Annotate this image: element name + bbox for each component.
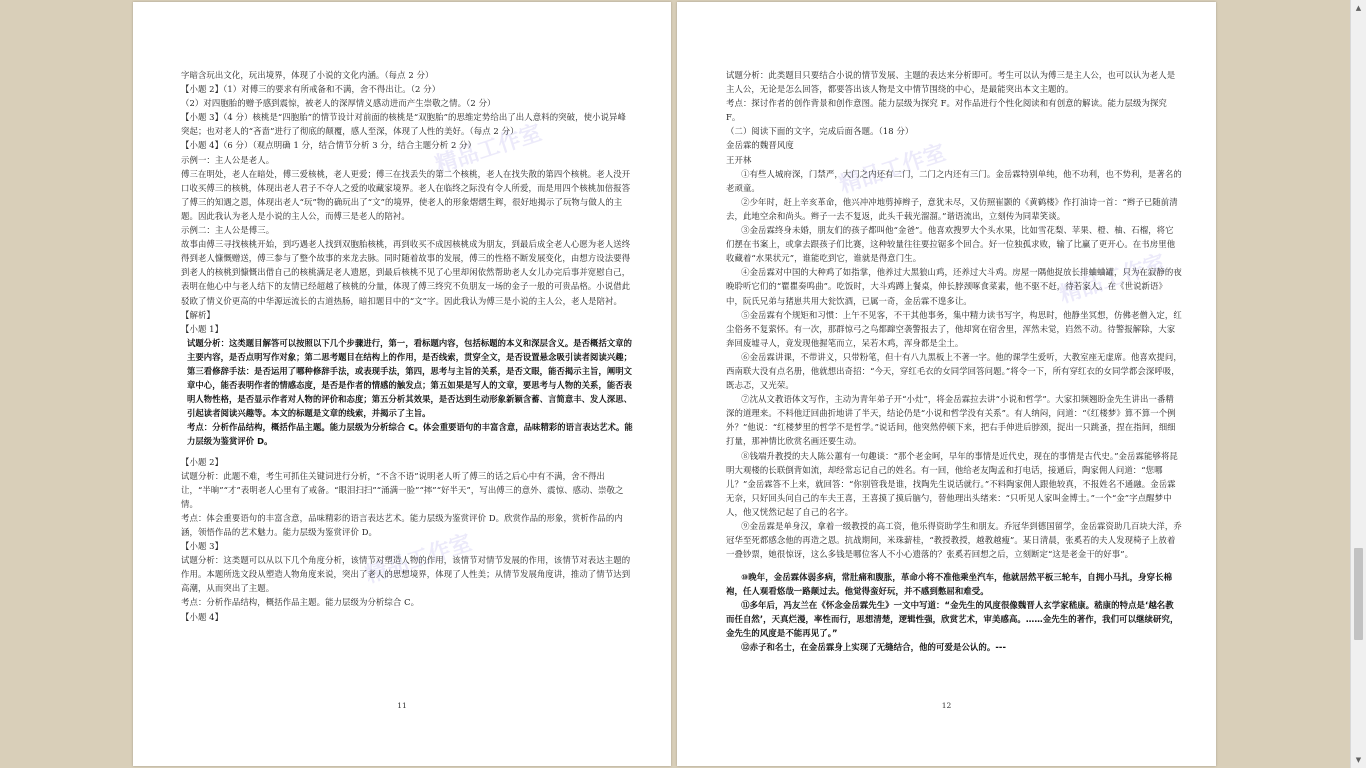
text-line: 傅三在明处，老人在暗处，傅三爱核桃，老人更爱；傅三在找丢失的第二个核桃，老人在找失散的第四个核桃。老人没开口收买傅三的核桃，体现出老人君子不夺人之爱的收藏家境界。老人在临终之际没有令人所爱，而是用四个核桃加倍报答了傅三的知遇之恩，体现出老人“玩”物的确玩出了“文”的境界，使老人的形象熠熠生辉，很好地揭示了玩物与做人的主题。因此我认为老人是小说的主人公，而傅三是老人的陪衬。 xyxy=(181,168,631,221)
text-line: 【小题 2】（1）对傅三的要求有所戒备和不满，舍不得出让。（2 分） xyxy=(181,84,441,95)
text-line: 【解析】 xyxy=(181,309,215,320)
text-line: （2）对四胞胎的赠予感到震惊，被老人的深厚情义感动进而产生崇敬之情。（2 分） xyxy=(181,98,496,109)
text-line: 试题分析：这类题目解答可以按照以下几个步骤进行，第一，看标题内容，包括标题的本义和深层含义。是否概括文章的主要内容，是否点明写作对象；第二思考题目在结构上的作用，是否线索，贯穿全文，是否设置悬念吸引读者阅读兴趣；第三看修辞手法：是否运用了哪种修辞手法，或表现手法，第四，思考与主旨的关系，是否文眼，能否揭示主旨，阐明文章中心，能否表明作者的情感态度，是否是作者的情感的触发点；第五如果是写人的文章，要思考与人物的关系，能否表明人物性格，是否显示作者对人物的评价和态度；第五分析其效果，是否达到生动形象新颖含蓄、言简意丰、发人深思、引起读者阅读兴趣等。本文的标题是文章的线索，并揭示了主旨。 xyxy=(187,337,633,419)
text-line: 故事由傅三寻找核桃开始，到巧遇老人找到双胞胎核桃，再到收买不成因核桃成为朋友，到最后成全老人心愿为老人送终得到老人慷慨赠送，傅三参与了整个故事的来龙去脉。同时随着故事的发展，傅三的性格不断发展变化，由想方设法要得到老人的核桃到慷慨出借自己的核桃满足老人遗愿，到最后核桃不见了心里却闲依然帮助老人女儿办完后事并宽慰自己，表明在他心中与老人结下的友情已经超越了核桃的分量，体现了傅三终究不负朋友一场的金子一般的可贵品格。小说借此驳欧了情义价更高的中华源远流长的古道热肠，暗扣题目中的“文”字。因此我认为傅三是小说的主人公，老人是陪衬。 xyxy=(181,239,631,306)
text-line: 试题分析：此类题目只要结合小说的情节发展、主题的表达来分析即可。考生可以认为傅三是主人公，也可以认为老人是主人公，无论是怎么回答，都要答出该人物是文中情节围绕的中心，是最能突出本文主题的。 xyxy=(726,70,1176,95)
article-title: 金岳霖的魏晋风度 xyxy=(726,140,794,151)
text-line: 【小题 3】 xyxy=(181,541,224,552)
page-number: 11 xyxy=(397,701,407,710)
article-paragraph: ①有些人城府深，门禁严，大门之内还有二门，二门之内还有三门。金岳霖特别单纯，他不功利，也不势利，是著名的老顽童。 xyxy=(726,168,1182,193)
article-paragraph: ③金岳霖终身未婚，朋友们的孩子都叫他“金爸”。他喜欢搜罗大个头水果，比如雪花梨、苹果、橙、柚、石榴，将它们摆在书案上，或拿去跟孩子们比赛，这种较量往往要拉锯多个回合。好一位独孤求败，输了比赢了更开心。在书房里他收藏着“水果状元”，谁能吃到它，谁就是得意门生。 xyxy=(726,225,1176,264)
text-line: 考点：分析作品结构，概括作品主题。能力层级为分析综合 C。 xyxy=(181,597,420,608)
article-author: 王开林 xyxy=(726,154,752,165)
text-line: 考点：体会重要语句的丰富含意，品味精彩的语言表达艺术。能力层级为鉴赏评价 D。欣赏作品的形象，赏析作品的内涵，领悟作品的艺术魅力。能力层级为鉴赏评价 D。 xyxy=(181,512,623,537)
text-line: （二）阅读下面的文字，完成后面各题。（18 分） xyxy=(726,126,914,137)
watermark: 精品工作室 xyxy=(362,530,475,589)
page-number: 12 xyxy=(941,701,952,710)
scroll-up-icon[interactable]: ▲ xyxy=(1355,4,1362,12)
article-paragraph: ②少年时，赶上辛亥革命，他兴冲冲地剪掉辫子，意犹未尽，又仿照崔颢的《黄鹤楼》作打油诗一首：“辫子已随前清去，此地空余和尚头。辫子一去不复返，此头千载光溜溜。”谐语流出，立刻传为同辈笑谈。 xyxy=(726,196,1178,221)
scroll-thumb[interactable] xyxy=(1354,548,1363,640)
text-line: 考点：分析作品结构，概括作品主题。能力层级为分析综合 C。体会重要语句的丰富含意，品味精彩的语言表达艺术。能力层级为鉴赏评价 D。 xyxy=(187,422,633,447)
scanned-paragraphs xyxy=(726,571,1182,654)
text-line: 【小题 2】 xyxy=(181,456,224,467)
text-line: 【小题 4】（6 分）（观点明确 1 分，结合情节分析 3 分，结合主题分析 2 分） xyxy=(181,140,477,151)
text-line: 试题分析：此题不难，考生可抓住关键词进行分析，“不含不语”说明老人听了傅三的话之后心中有不满，舍不得出让，“半晌”“才”表明老人心里有了戒备。“眼泪扫扫”“涌满一脸”“摔”“好半天”，写出傅三的意外、震惊、感动、崇敬之情。 xyxy=(181,470,624,509)
text-line: 试题分析：这类题可以从以下几个角度分析，该情节对塑造人物的作用，该情节对情节发展的作用，该情节对表达主题的作用。本题所选文段从塑造人物角度来说，突出了老人的思想境界，体现了人性美；从情节发展角度讲，推动了情节达到高潮，从而突出了主题。 xyxy=(181,555,631,594)
analysis-block xyxy=(181,336,633,449)
article-paragraph: ⑨金岳霖是单身汉，拿着一级教授的高工资，他乐得资助学生和朋友。乔冠华到德国留学，金岳霖资助几百块大洋，乔冠华至死都感念他的再造之恩。抗战期间，米珠薪桂，“教授教授，越教越瘦”。某日清晨，张奚若的夫人发现椅子上放着一叠钞票，她很惊讶，这么多钱是哪位客人不小心遗落的？张奚若回想之后，立刻断定“这是老金干的好事”。 xyxy=(726,521,1182,560)
scroll-down-icon[interactable]: ▼ xyxy=(1355,756,1362,764)
page-11 xyxy=(133,2,671,766)
article-paragraph: ⑧钱端升教授的夫人陈公蕙有一句趣谈：“那个老金呵，早年的事情是近代史，现在的事情是古代史。”金岳霖能够将昆明大观楼的长联倒背如流，却经常忘记自己的姓名。有一回，他给老友陶孟和打电话，接通后，陶家佣人问道：“您哪儿？”金岳霖答不上来，就回答：“你别管我是谁，找陶先生说话就行。”不料陶家佣人跟他较真，不报姓名不通融。金岳霖无奈，只好回头问自己的车夫王喜，王喜摸了摸后脑勺，替他理出头绪来：“只听见人家叫金博士。”一个“金”字点醒梦中人，他又恍然记起了自己的名字。 xyxy=(726,450,1178,517)
page-12-content xyxy=(726,68,1182,655)
text-line: 考点：探讨作者的创作背景和创作意图。能力层级为探究 F。对作品进行个性化阅读和有创意的解读。能力层级为探究 F。 xyxy=(726,98,1167,123)
text-line: 【小题 1】 xyxy=(181,323,224,334)
text-line: 【小题 3】（4 分）核桃是“四胞胎”的情节设计对前面的核桃是“双胞胎”的思维定势给出了出人意料的突破，使小说异峰突起；也对老人的“吝啬”进行了彻底的颠覆，感人至深，体现了人性的美好。（每点 2 分） xyxy=(181,112,626,137)
article-paragraph: ⑩晚年，金岳霖体弱多病，常肚痛和腹胀，革命小将不准他乘坐汽车，他就居然平板三轮车，自拥小马扎，身穿长棉袍，任人观看悠哉一路颠过去。他觉得蛮好玩，并不感到憋屈和难受。 xyxy=(726,572,1173,597)
vertical-scrollbar[interactable] xyxy=(1350,0,1366,768)
text-line: 示例一：主人公是老人。 xyxy=(181,154,275,165)
watermark: 精品工作室 xyxy=(836,140,949,199)
watermark: 精品工作室 xyxy=(1056,250,1169,309)
article-paragraph: ④金岳霖对中国的大种鸡了如指掌，他养过大黑狼山鸡，还养过大斗鸡。房屋一隅他捉放长排蛐蛐罐，只为在寂静的夜晚聆听它们的“瞿瞿奏鸣曲”。吃饭时，大斗鸡蹲上餐桌，伸长脖颈啄食菜素，他不驱不赶，待若家人。在《世说新语》中，阮氏兄弟与猪崽共用大瓮饮酒，已属一奇，金岳霖不遑多让。 xyxy=(726,267,1182,306)
text-line: 字暗含玩出文化，玩出境界，体现了小说的文化内涵。（每点 2 分） xyxy=(181,70,434,80)
article-paragraph: ⑫赤子和名士，在金岳霖身上实现了无缝结合，他的可爱是公认的。--- xyxy=(741,641,1007,652)
page-11-content xyxy=(181,68,633,624)
watermark: 精品工作室 xyxy=(432,120,545,179)
text-line: 示例二：主人公是傅三。 xyxy=(181,225,275,236)
article-paragraph: ⑦沈从文教语体文写作，主动为青年弟子开“小灶”，将金岳霖拉去讲“小说和哲学”。大家扣频翘盼金先生讲出一番精深的道理来。不料他迂回曲折地讲了半天，结论仍是“小说和哲学没有关系”。有人纳闷，问道：“《红楼梦》算不算一个例外？”他说：“红楼梦里的哲学不是哲学。”说话间，他突然停顿下来，把右手伸进后脖颈，捉出一只跳蚤，捏在指间，细细打量，那神情比欣赏名画还要生动。 xyxy=(726,394,1176,447)
page-12 xyxy=(677,2,1216,766)
article-paragraph: ⑪多年后，冯友兰在《怀念金岳霖先生》一文中写道：“金先生的风度很像魏晋人玄学家嵇康。嵇康的特点是‘越名教而任自然’，天真烂漫，率性而行，思想清楚，逻辑性强，欣赏艺术，审美感高。……金先生的著作，我们可以继续研究，金先生的风度是不能再见了。” xyxy=(726,600,1179,638)
text-line: 【小题 4】 xyxy=(181,611,224,622)
article-paragraph: ⑤金岳霖有个规矩和习惯：上午不见客，不干其他事务，集中精力读书写字，构思时，他静坐冥想，仿佛老僧入定，红尘俗务不复萦怀。有一次，那群惊弓之鸟都蹿空袭警报去了，他却窝在宿舍里，浑然未觉，岿然不动。待警报解除，大家奔回废墟寻人，竟发现他握笔而立，呆若木鸡，浑身都是尘土。 xyxy=(726,309,1182,348)
article-paragraph: ⑥金岳霖讲课，不带讲义，只带粉笔，但十有八九黑板上不著一字。他的课学生爱听，大教室座无虚席。他喜欢提问，西南联大没有点名册，他就想出奇招：“今天，穿红毛衣的女同学回答问题。”将令一下，所有穿红衣的女同学都会深呼吸，既忐忑，又光荣。 xyxy=(726,351,1182,391)
